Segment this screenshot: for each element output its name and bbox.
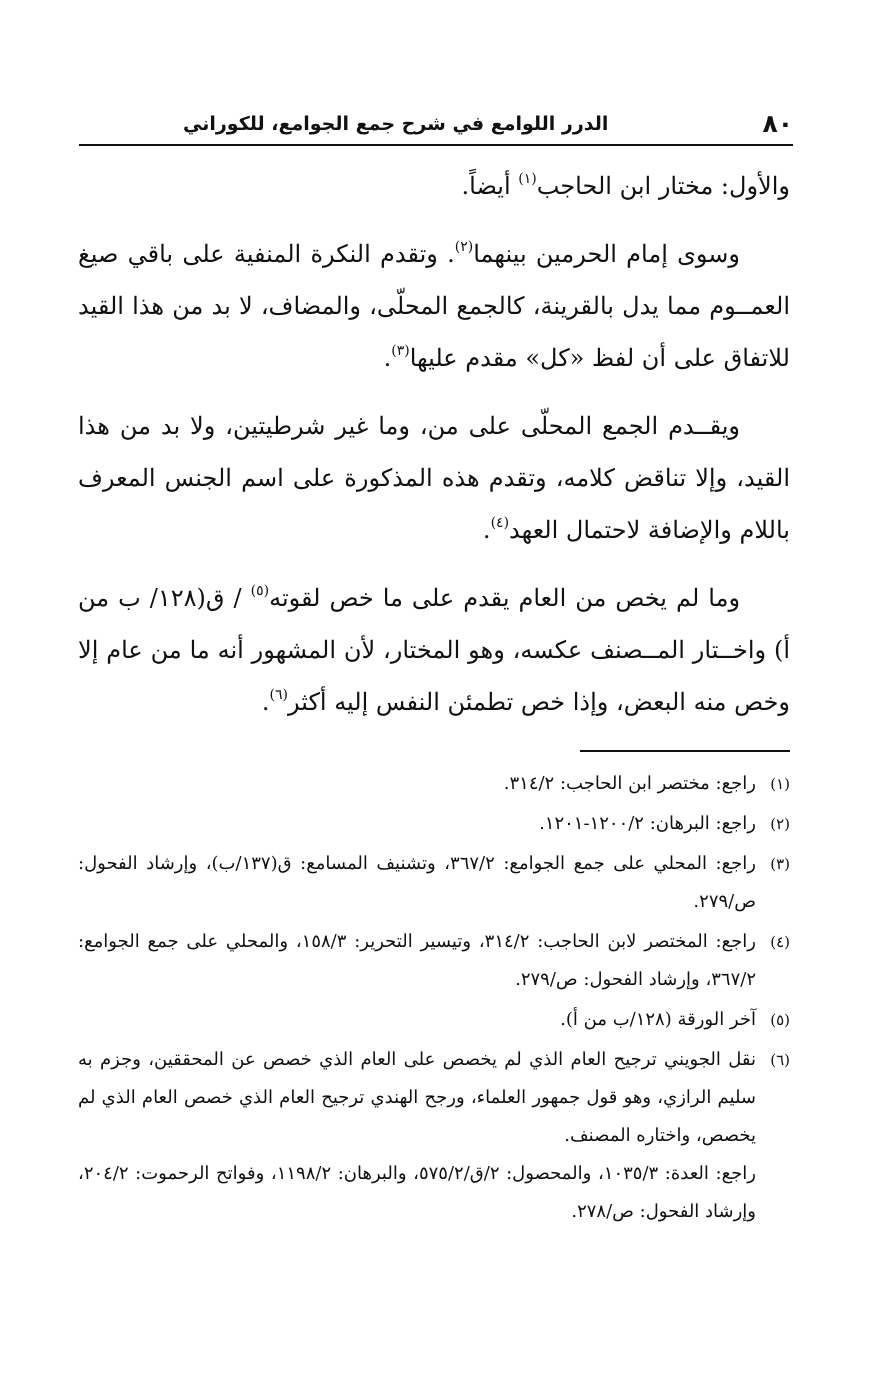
- footnote-text: [78, 765, 756, 803]
- running-title: الدرر اللوامع في شرح جمع الجوامع، للكوراني: [183, 113, 609, 135]
- footnote-ref[interactable]: (١): [518, 171, 537, 187]
- footnote-text: [78, 805, 756, 843]
- footnote-line: راجع: البرهان: ١٢٠٠/٢-١٢٠١.: [539, 813, 756, 834]
- footnote-line: راجع: المختصر لابن الحاجب: ٣١٤/٢، وتيسير التحرير: ١٥٨/٣، والمحلي على جمع الجوامع: ٣٦٧/٢، وإرشاد الفحول: ص/٢٧٩.: [78, 931, 756, 990]
- footnote-number: (٦): [770, 1051, 790, 1069]
- paragraph-3: [78, 400, 790, 556]
- footnote-ref[interactable]: (٦): [269, 687, 288, 703]
- footnote-item: [78, 923, 790, 999]
- footnote-item: [78, 765, 790, 803]
- footnote-item: [78, 805, 790, 843]
- paragraph-text: / ق(١٢٨/ ب من أ) واخــتار المــصنف عكسه، وهو المختار، لأن المشهور أنه ما من عام إلا وخص منه البعض، وإذا خص تطمئن النفس إليه أكثر: [78, 584, 790, 716]
- paragraph-1: [78, 160, 790, 212]
- paragraph-text: .: [261, 688, 270, 716]
- running-head: [83, 103, 793, 139]
- footnote-ref[interactable]: (٢): [454, 239, 474, 255]
- footnote-number: (٥): [770, 1011, 790, 1029]
- paragraph-text: وسوى إمام الحرمين بينهما: [473, 240, 741, 268]
- footnote-number: (٢): [770, 815, 790, 833]
- page-number: ٨٠: [762, 109, 793, 138]
- paragraph-text: . وتقدم النكرة المنفية على باقي صيغ العمــوم مما يدل بالقرينة، كالجمع المحلّى، والمضاف، لا بد من هذا القيد للاتفاق على أن لفظ «كل» مقدم عليها: [78, 240, 790, 372]
- footnote-line: آخر الورقة (١٢٨/ب من أ).: [560, 1009, 756, 1030]
- paragraph-4: [78, 572, 790, 728]
- paragraph-2: [78, 228, 790, 384]
- footnote-ref[interactable]: (٥): [250, 583, 270, 599]
- footnote-line: راجع: العدة: ١٠٣٥/٣، والمحصول: ٢/ق/٥٧٥/٢، والبرهان: ١١٩٨/٢، وفواتح الرحموت: ٢٠٤/٢، وإرشاد الفحول: ص/٢٧٨.: [78, 1163, 756, 1222]
- footnote-line: نقل الجويني ترجيح العام الذي لم يخصص على العام الذي خصص عن المحققين، وجزم به سليم الرازي، وهو قول جمهور العلماء، ورجح الهندي ترجيح العام الذي خصص العام الذي لم يخصص، واختاره المصنف.: [78, 1049, 756, 1146]
- footnote-ref[interactable]: (٣): [391, 343, 410, 359]
- footnote-item: [78, 1001, 790, 1039]
- paragraph-text: أيضاً.: [461, 172, 519, 200]
- footnote-item: [78, 845, 790, 921]
- footnote-separator: [580, 750, 790, 752]
- paragraph-text: والأول: مختار ابن الحاجب: [536, 172, 790, 200]
- footnote-text: [78, 845, 756, 921]
- footnote-number: (١): [770, 775, 790, 793]
- footnote-number: (٤): [770, 933, 790, 951]
- paragraph-text: .: [482, 516, 491, 544]
- footnote-text: [78, 1001, 756, 1039]
- footnote-ref[interactable]: (٤): [490, 515, 510, 531]
- paragraph-text: ويقــدم الجمع المحلّى على من، وما غير شرطيتين، ولا بد من هذا القيد، وإلا تناقض كلامه، وتقدم هذه المذكورة على اسم الجنس المعرف باللام والإضافة لاحتمال العهد: [78, 412, 790, 544]
- paragraph-text: وما لم يخص من العام يقدم على ما خص لقوته: [269, 584, 741, 612]
- footnote-text: [78, 923, 756, 999]
- main-text: [78, 160, 790, 744]
- footnote-number: (٣): [770, 855, 790, 873]
- paragraph-text: .: [383, 344, 392, 372]
- footnote-item: [78, 1041, 790, 1231]
- footnote-line: راجع: مختصر ابن الحاجب: ٣١٤/٢.: [503, 773, 756, 794]
- footnote-line: راجع: المحلي على جمع الجوامع: ٣٦٧/٢، وتشنيف المسامع: ق(١٣٧/ب)، وإرشاد الفحول: ص/٢٧٩.: [78, 853, 756, 912]
- footnotes: [78, 765, 790, 1233]
- header-rule: [79, 144, 793, 146]
- footnote-text: [78, 1041, 756, 1231]
